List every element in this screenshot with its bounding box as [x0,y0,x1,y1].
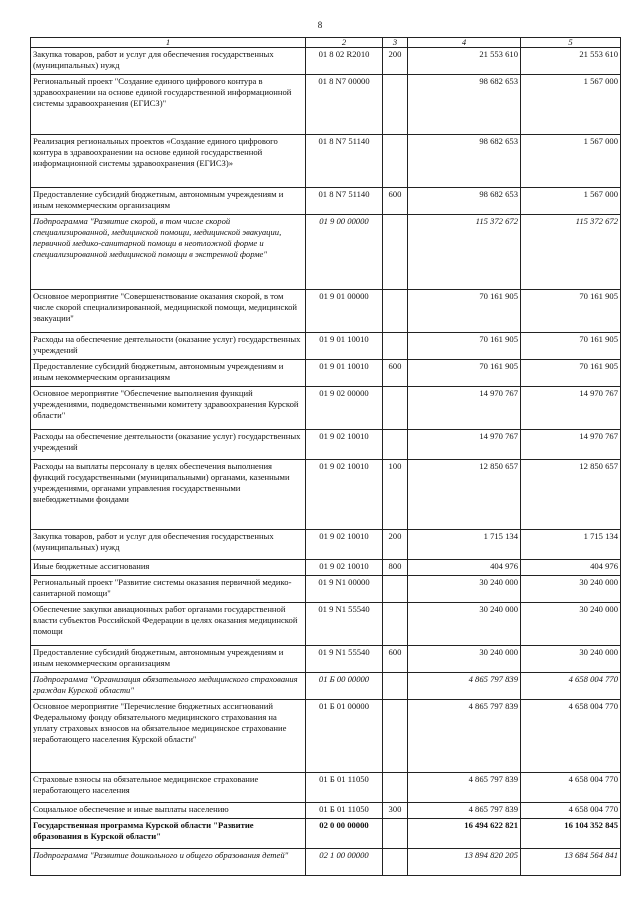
row-amount-2-cell: 13 684 564 841 [521,849,621,876]
row-expense-type-cell [383,215,408,290]
table-row [31,673,621,700]
row-amount-2-cell: 4 658 004 770 [521,700,621,773]
row-amount-2-cell: 70 161 905 [521,333,621,360]
row-name-cell: Расходы на обеспечение деятельности (оказание услуг) государственных учреждений [31,333,306,360]
row-name-cell: Подпрограмма "Организация обязательного медицинского страхования граждан Курской области" [31,673,306,700]
row-expense-type-cell [383,387,408,430]
row-name-cell: Основное мероприятие "Обеспечение выполнения функций учреждениями, подведомственными комитету здравоохранения Курской области" [31,387,306,430]
row-amount-1-cell: 4 865 797 839 [408,700,521,773]
row-amount-2-cell: 4 658 004 770 [521,673,621,700]
row-amount-1-cell: 30 240 000 [408,603,521,646]
table-row [31,360,621,387]
header-col-2: 2 [306,38,383,48]
row-name-cell: Расходы на обеспечение деятельности (оказание услуг) государственных учреждений [31,430,306,460]
header-col-3: 3 [383,38,408,48]
row-expense-type-cell [383,290,408,333]
row-name-cell: Закупка товаров, работ и услуг для обеспечения государственных (муниципальных) нужд [31,530,306,560]
row-name-cell: Региональный проект "Развитие системы оказания первичной медико-санитарной помощи" [31,576,306,603]
row-amount-2-cell: 115 372 672 [521,215,621,290]
row-expense-type-cell: 100 [383,460,408,530]
row-expense-type-cell [383,700,408,773]
row-amount-1-cell: 70 161 905 [408,333,521,360]
row-amount-1-cell: 115 372 672 [408,215,521,290]
row-code-cell: 01 9 01 10010 [306,360,383,387]
row-code-cell: 01 Б 01 11050 [306,803,383,819]
row-amount-2-cell: 1 715 134 [521,530,621,560]
page-number: 8 [317,20,323,30]
row-expense-type-cell: 600 [383,188,408,215]
row-amount-2-cell: 1 567 000 [521,188,621,215]
row-amount-2-cell: 404 976 [521,560,621,576]
table-row [31,773,621,803]
table-row [31,849,621,876]
row-name-cell: Предоставление субсидий бюджетным, автономным учреждениям и иным некоммерческим организациям [31,188,306,215]
row-amount-2-cell: 16 104 352 845 [521,819,621,849]
row-amount-1-cell: 98 682 653 [408,188,521,215]
row-amount-2-cell: 70 161 905 [521,290,621,333]
row-expense-type-cell: 800 [383,560,408,576]
row-code-cell: 01 9 02 10010 [306,560,383,576]
row-expense-type-cell [383,849,408,876]
header-col-5: 5 [521,38,621,48]
row-expense-type-cell [383,603,408,646]
table-row [31,803,621,819]
row-name-cell: Предоставление субсидий бюджетным, автономным учреждениям и иным некоммерческим организациям [31,360,306,387]
row-amount-1-cell: 12 850 657 [408,460,521,530]
row-expense-type-cell: 600 [383,646,408,673]
table-row [31,48,621,75]
row-code-cell: 01 9 02 10010 [306,430,383,460]
row-code-cell: 02 0 00 00000 [306,819,383,849]
row-expense-type-cell [383,819,408,849]
row-name-cell: Закупка товаров, работ и услуг для обеспечения государственных (муниципальных) нужд [31,48,306,75]
row-amount-1-cell: 70 161 905 [408,290,521,333]
row-expense-type-cell [383,135,408,188]
row-amount-1-cell: 14 970 767 [408,387,521,430]
table-row [31,530,621,560]
header-col-4: 4 [408,38,521,48]
table-row [31,75,621,135]
table-row [31,290,621,333]
table-body [31,48,621,876]
row-name-cell: Социальное обеспечение и иные выплаты населению [31,803,306,819]
table-row [31,135,621,188]
row-code-cell: 01 9 N1 55540 [306,646,383,673]
table-row [31,430,621,460]
table-row [31,460,621,530]
table-row [31,560,621,576]
row-code-cell: 02 1 00 00000 [306,849,383,876]
row-name-cell: Расходы на выплаты персоналу в целях обеспечения выполнения функций государственными (муниципальными) органами, казенными учреждениями, органами управления государственными внебюджетными фондами [31,460,306,530]
row-amount-1-cell: 16 494 622 821 [408,819,521,849]
row-amount-1-cell: 98 682 653 [408,135,521,188]
row-amount-1-cell: 4 865 797 839 [408,803,521,819]
row-amount-1-cell: 14 970 767 [408,430,521,460]
row-expense-type-cell [383,430,408,460]
table-row [31,215,621,290]
row-name-cell: Обеспечение закупки авиационных работ органами государственной власти субъектов Российской Федерации в целях оказания медицинской помощи [31,603,306,646]
row-amount-1-cell: 21 553 610 [408,48,521,75]
row-name-cell: Подпрограмма "Развитие скорой, в том числе скорой специализированной, медицинской помощи, медицинской эвакуации, первичной медико-санитарной помощи в неотложной форме и специализированной медицинской помощи в экстренной форме" [31,215,306,290]
row-amount-2-cell: 30 240 000 [521,603,621,646]
table-row [31,387,621,430]
table-row [31,333,621,360]
row-expense-type-cell: 600 [383,360,408,387]
row-name-cell: Иные бюджетные ассигнования [31,560,306,576]
row-name-cell: Основное мероприятие "Совершенствование оказания скорой, в том числе скорой специализированной, медицинской помощи, медицинской эвакуации" [31,290,306,333]
table-row [31,603,621,646]
row-code-cell: 01 9 01 10010 [306,333,383,360]
row-expense-type-cell [383,75,408,135]
row-amount-1-cell: 98 682 653 [408,75,521,135]
row-code-cell: 01 8 N7 00000 [306,75,383,135]
table-row [31,700,621,773]
table-row [31,188,621,215]
row-expense-type-cell [383,673,408,700]
row-code-cell: 01 Б 01 11050 [306,773,383,803]
row-name-cell: Региональный проект "Создание единого цифрового контура в здравоохранении на основе единой государственной информационной системы здравоохранения (ЕГИСЗ)" [31,75,306,135]
row-amount-1-cell: 70 161 905 [408,360,521,387]
row-amount-2-cell: 30 240 000 [521,576,621,603]
header-col-1: 1 [31,38,306,48]
table-row [31,646,621,673]
row-expense-type-cell [383,773,408,803]
row-amount-1-cell: 404 976 [408,560,521,576]
budget-table [30,37,621,876]
row-amount-2-cell: 14 970 767 [521,387,621,430]
row-amount-1-cell: 1 715 134 [408,530,521,560]
row-amount-2-cell: 1 567 000 [521,75,621,135]
row-name-cell: Реализация региональных проектов «Создание единого цифрового контура в здравоохранении на основе единой государственной информационной системы здравоохранения (ЕГИСЗ)» [31,135,306,188]
row-amount-1-cell: 13 894 820 205 [408,849,521,876]
row-amount-1-cell: 4 865 797 839 [408,673,521,700]
row-code-cell: 01 9 N1 00000 [306,576,383,603]
row-amount-2-cell: 30 240 000 [521,646,621,673]
row-amount-2-cell: 1 567 000 [521,135,621,188]
row-name-cell: Страховые взносы на обязательное медицинское страхование неработающего населения [31,773,306,803]
row-amount-2-cell: 21 553 610 [521,48,621,75]
row-name-cell: Основное мероприятие "Перечисление бюджетных ассигнований Федеральному фонду обязательного медицинского страхования на уплату страховых взносов на обязательное медицинское страхование неработающего населения Курской области" [31,700,306,773]
row-expense-type-cell [383,576,408,603]
table-header-row [31,38,621,48]
row-amount-1-cell: 30 240 000 [408,576,521,603]
row-amount-2-cell: 70 161 905 [521,360,621,387]
row-code-cell: 01 9 02 10010 [306,460,383,530]
row-code-cell: 01 9 N1 55540 [306,603,383,646]
row-expense-type-cell: 300 [383,803,408,819]
row-code-cell: 01 8 N7 51140 [306,135,383,188]
row-name-cell: Подпрограмма "Развитие дошкольного и общего образования детей" [31,849,306,876]
row-name-cell: Предоставление субсидий бюджетным, автономным учреждениям и иным некоммерческим организациям [31,646,306,673]
row-code-cell: 01 8 02 R2010 [306,48,383,75]
row-amount-2-cell: 12 850 657 [521,460,621,530]
row-amount-2-cell: 4 658 004 770 [521,773,621,803]
row-expense-type-cell: 200 [383,530,408,560]
table-row [31,819,621,849]
row-name-cell: Государственная программа Курской области "Развитие образования в Курской области" [31,819,306,849]
row-code-cell: 01 9 02 00000 [306,387,383,430]
row-code-cell: 01 9 02 10010 [306,530,383,560]
row-amount-2-cell: 14 970 767 [521,430,621,460]
row-code-cell: 01 9 00 00000 [306,215,383,290]
row-expense-type-cell: 200 [383,48,408,75]
row-amount-2-cell: 4 658 004 770 [521,803,621,819]
row-code-cell: 01 8 N7 51140 [306,188,383,215]
row-expense-type-cell [383,333,408,360]
row-code-cell: 01 9 01 00000 [306,290,383,333]
row-amount-1-cell: 4 865 797 839 [408,773,521,803]
row-code-cell: 01 Б 01 00000 [306,700,383,773]
row-amount-1-cell: 30 240 000 [408,646,521,673]
row-code-cell: 01 Б 00 00000 [306,673,383,700]
table-row [31,576,621,603]
